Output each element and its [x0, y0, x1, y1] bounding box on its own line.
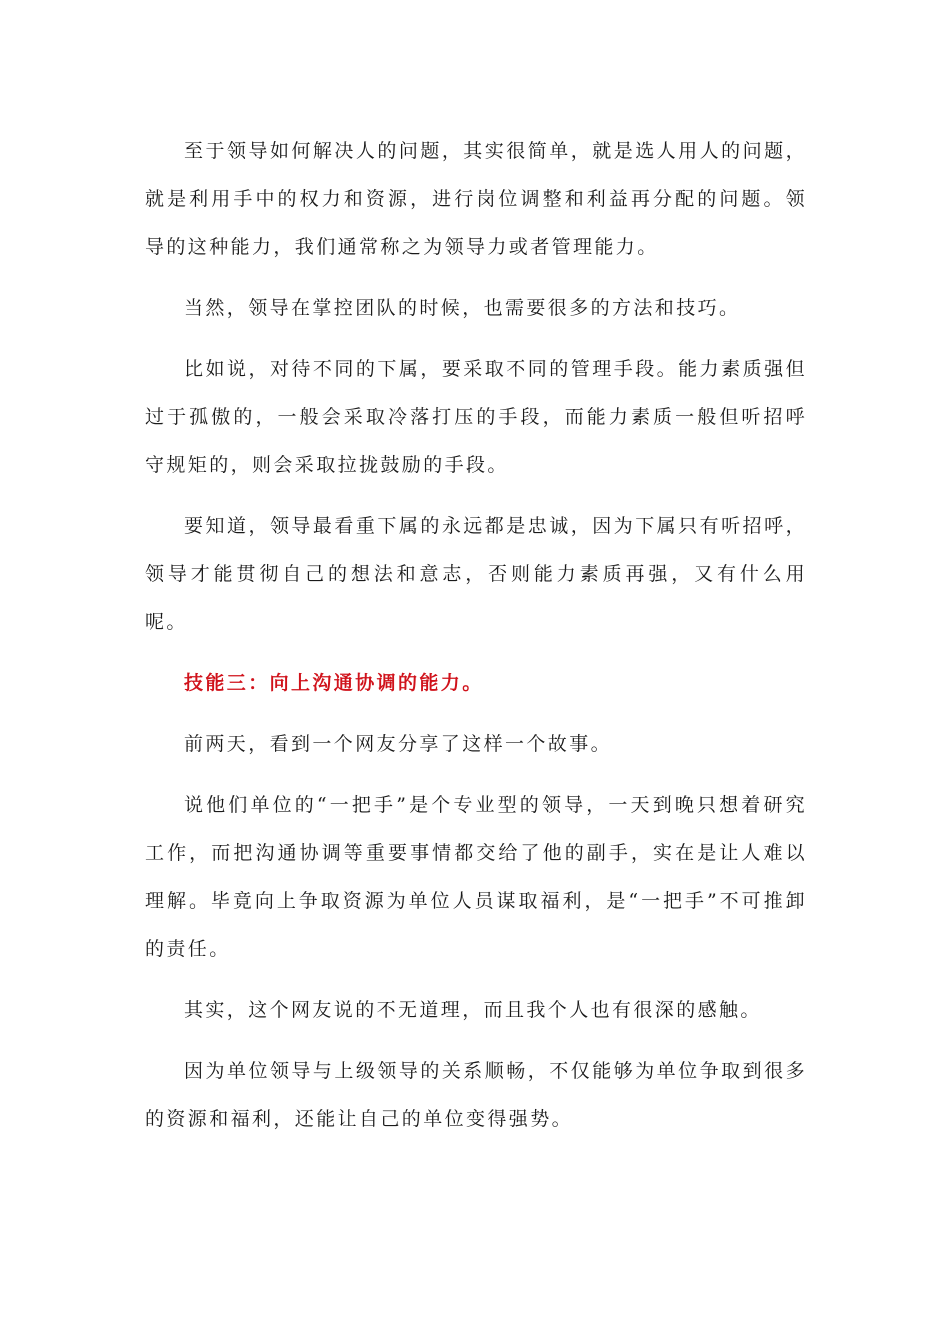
paragraph-personal-feeling: 其实，这个网友说的不无道理，而且我个人也有很深的感触。 [184, 999, 762, 1021]
paragraph-netizen-story: 前两天，看到一个网友分享了这样一个故事。 [184, 733, 613, 755]
section-heading-skill-three: 技能三：向上沟通协调的能力。 [184, 672, 484, 694]
paragraph-relationship-benefits: 因为单位领导与上级领导的关系顺畅，不仅能够为单位争取到很多的资源和福利，还能让自己的单位变得强势。 [145, 1060, 807, 1130]
paragraph-top-leader: 说他们单位的“一把手”是个专业型的领导，一天到晚只想着研究工作，而把沟通协调等重要事情都交给了他的副手，实在是让人难以理解。毕竟向上争取资源为单位人员谋取福利，是“一把手”不可推卸的责任。 [145, 794, 807, 960]
paragraph-loyalty: 要知道，领导最看重下属的永远都是忠诚，因为下属只有听招呼，领导才能贯彻自己的想法和意志，否则能力素质再强，又有什么用呢。 [145, 515, 807, 633]
paragraph-leader-solves-people: 至于领导如何解决人的问题，其实很简单，就是选人用人的问题，就是利用手中的权力和资源，进行岗位调整和利益再分配的问题。领导的这种能力，我们通常称之为领导力或者管理能力。 [145, 140, 807, 258]
document-page [145, 127, 807, 1156]
paragraph-different-subordinates: 比如说，对待不同的下属，要采取不同的管理手段。能力素质强但过于孤傲的，一般会采取冷落打压的手段，而能力素质一般但听招呼守规矩的，则会采取拉拢鼓励的手段。 [145, 358, 807, 476]
paragraph-methods-and-skills: 当然，领导在掌控团队的时候，也需要很多的方法和技巧。 [184, 297, 741, 319]
